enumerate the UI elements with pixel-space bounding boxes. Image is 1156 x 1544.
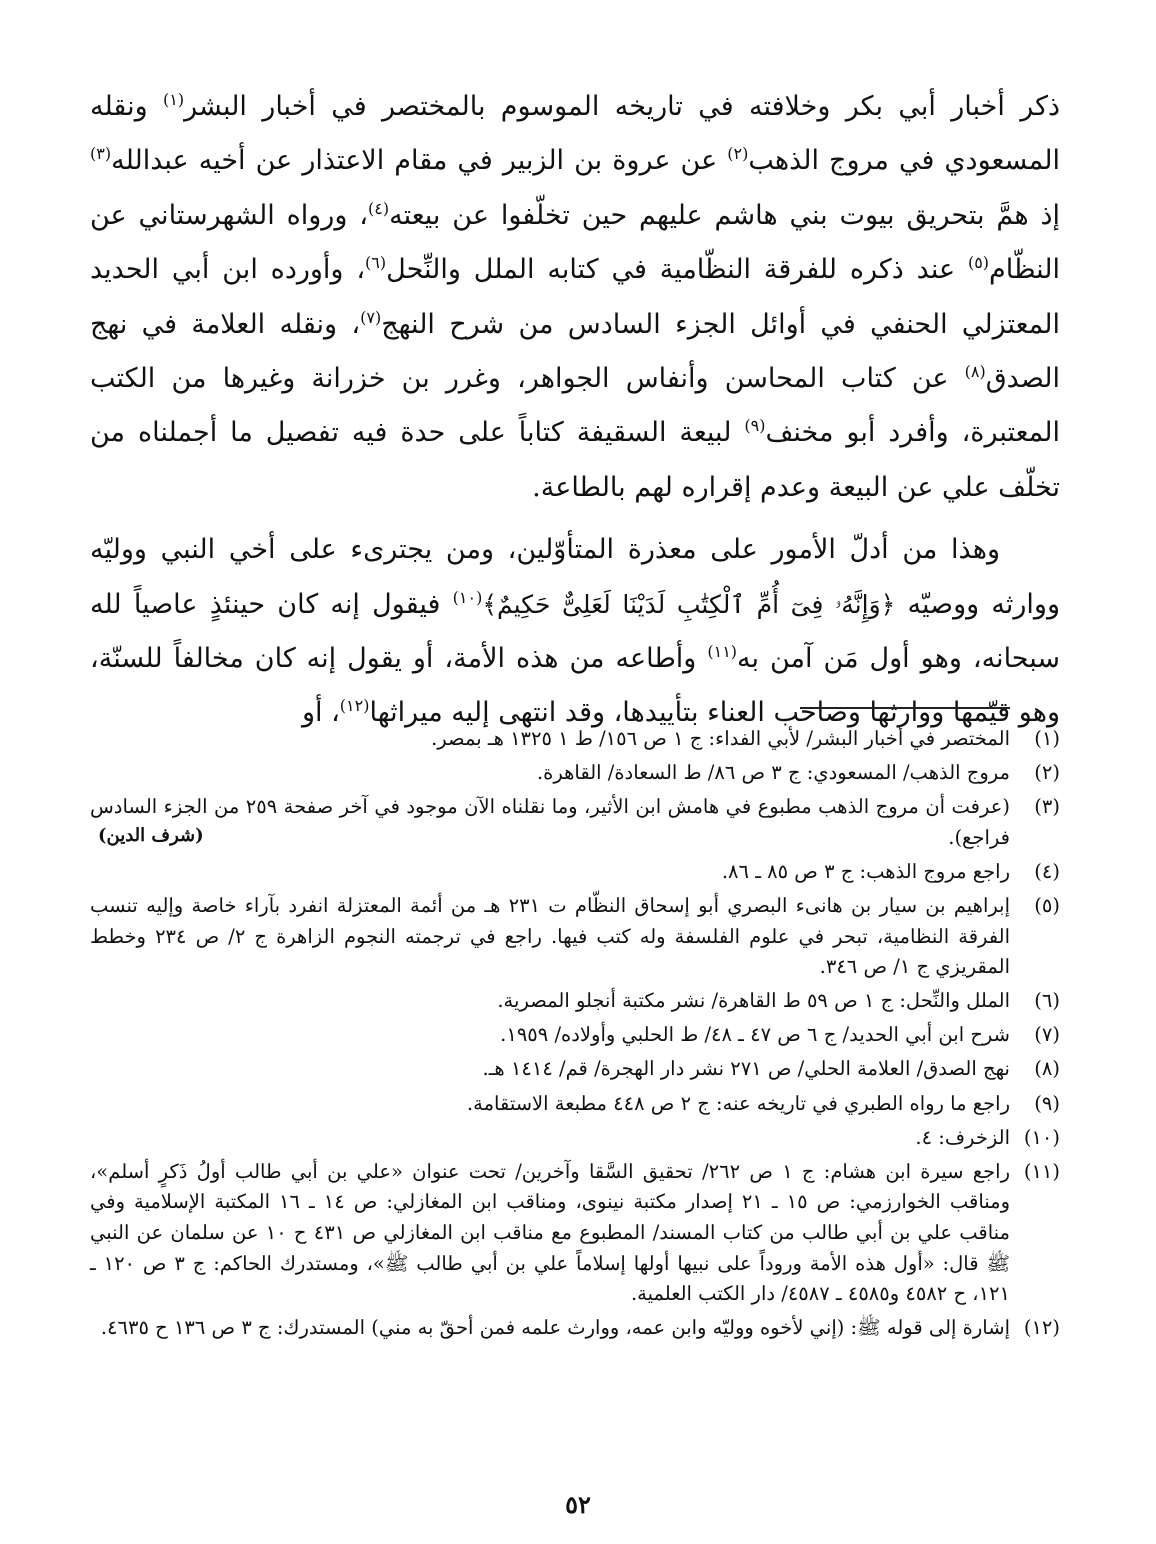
footnote-text: نهج الصدق/ العلامة الحلي/ ص ٢٧١ نشر دار الهجرة/ قم/ ١٤١٤ هـ. — [482, 1057, 1010, 1081]
footnote-marker[interactable]: (٧) — [360, 307, 382, 327]
footnote-8 — [90, 1054, 1060, 1085]
footnote-number: (٥) — [1034, 893, 1060, 917]
footnote-marker[interactable]: (١٠) — [452, 587, 483, 607]
footnote-text: الملل والنِّحل: ج ١ ص ٥٩ ط القاهرة/ نشر مكتبة أنجلو المصرية. — [497, 989, 1010, 1013]
text-run: عن كتاب المحاسن وأنفاس الجواهر، وغرر بن خزرانة وغيرها من الكتب المعتبرة، وأفرد أبو مخنف — [90, 363, 1060, 449]
footnote-marker[interactable]: (٥) — [967, 253, 990, 273]
footnote-marker[interactable]: (١١) — [707, 642, 738, 662]
footnote-marker[interactable]: (٣) — [90, 144, 112, 164]
footnote-marker[interactable]: (٢) — [727, 144, 749, 164]
text-run: فيقول إنه كان حينئذٍ عاصياً لله سبحانه، وهو أول مَن آمن به — [90, 588, 1061, 675]
footnote-number: (١١) — [1023, 1159, 1060, 1183]
page-number: ٥٢ — [565, 1490, 591, 1519]
footnote-3 — [90, 792, 1060, 853]
footnote-marker[interactable]: (٤) — [368, 198, 390, 218]
footnote-number: (١٢) — [1023, 1316, 1060, 1340]
text-run: ، أو — [301, 697, 340, 729]
text-run: ونقله المسعودي في مروج الذهب — [90, 91, 1060, 177]
text-run: ، ورواه الشهرستاني عن النظّام — [90, 199, 1061, 286]
footnote-text: راجع سيرة ابن هشام: ج ١ ص ٢٦٢/ تحقيق السَّقا وآخرين/ تحت عنوان «علي بن أبي طالب أولُ ذَكرٍ أسلم»، ومناقب الخوارزمي: ص ١٥ ـ ٢١ إصدار مكتبة نينوى، ومناقب ابن المغازلي: ص ١٤ ـ ١٦ المكتبة الإسلامية وفي مناقب علي بن أبي طالب من كتاب المسند/ المطبوع مع مناقب ابن المغازلي ص ٤٣١ ح ١٠ عن سلمان عن النبي ﷺ قال: «أول هذه الأمة وروداً على نبيها أولها إسلاماً علي بن أبي طالب ﷺ»، ومستدرك الحاكم: ج ٣ ص ١٢٠ ـ ١٢١، ح ٤٥٨٢ و٤٥٨٥ ـ ٤٥٨٧/ دار الكتب العلمية. — [90, 1159, 1011, 1306]
footnote-divider — [800, 707, 1010, 709]
quran-verse: ﴿وَإِنَّهُۥ فِىٓ أُمِّ ٱلْكِتَٰبِ لَدَيْنَا لَعَلِىٌّ حَكِيمٌ﴾ — [482, 589, 896, 619]
footnote-number: (٨) — [1034, 1057, 1060, 1081]
author-signature: (شرف الدين) — [98, 824, 204, 846]
footnote-number: (٧) — [1034, 1023, 1060, 1047]
footnote-text: إشارة إلى قوله ﷺ: (إني لأخوه ووليّه وابن عمه، ووارث علمه فمن أحقّ به مني) المستدرك: ج ٣ ص ١٣٦ ح ٤٦٣٥. — [100, 1316, 1010, 1340]
footnote-text: المختصر في أخبار البشر/ لأبي الفداء: ج ١ ص ١٥٦/ ط ١ ١٣٢٥ هـ بمصر. — [431, 727, 1010, 750]
footnote-5 — [90, 891, 1060, 983]
footnote-number: (١) — [1034, 727, 1060, 750]
footnote-text: مروج الذهب/ المسعودي: ج ٣ ص ٨٦/ ط السعادة/ القاهرة. — [536, 761, 1010, 785]
footnote-text: إبراهيم بن سيار بن هانىء البصري أبو إسحاق النظّام ت ٢٣١ هـ من أئمة المعتزلة انفرد بآراء خاصة وإليه تنسب الفرقة النظامية، تبحر في علوم الفلسفة وله كتب فيها. راجع في ترجمته النجوم الزاهرة ج ٢/ ص ٢٣٤ وخطط المقريزي ج ١/ ص ٣٤٦. — [90, 893, 1010, 979]
footnote-4 — [90, 857, 1060, 888]
footnote-number: (١٠) — [1023, 1125, 1060, 1149]
footnote-marker[interactable]: (٨) — [964, 362, 986, 382]
footnote-number: (٦) — [1034, 989, 1060, 1013]
footnote-text: راجع ما رواه الطبري في تاريخه عنه: ج ٢ ص ٤٤٨ مطبعة الاستقامة. — [466, 1091, 1010, 1115]
footnotes — [90, 724, 1060, 1347]
text-run: عن عروة بن الزبير في مقام الاعتذار عن أخيه عبدالله — [111, 145, 728, 177]
footnote-number: (٩) — [1034, 1091, 1060, 1115]
footnote-7 — [90, 1020, 1060, 1051]
footnote-marker[interactable]: (١٢) — [339, 696, 370, 716]
text-run: عند ذكره للفرقة النظّامية في كتابه الملل والنِّحل — [386, 254, 968, 286]
footnote-body — [90, 792, 1010, 853]
footnote-9 — [90, 1089, 1060, 1120]
main-text — [90, 80, 1060, 741]
text-run: وهذا من أدلّ الأمور على معذرة المتأوّلين، ومن يجترىء على أخي النبي ووليّه ووارثه ووصيّه — [90, 534, 1060, 620]
footnote-6 — [90, 986, 1060, 1017]
footnote-2 — [90, 758, 1060, 789]
footnote-11 — [90, 1157, 1060, 1310]
footnote-10 — [90, 1123, 1060, 1154]
footnote-marker[interactable]: (٩) — [744, 416, 766, 436]
footnote-text: الزخرف: ٤. — [915, 1125, 1010, 1149]
paragraph-1 — [90, 80, 1060, 515]
text-run: ، ونقله العلامة في نهج الصدق — [90, 308, 1060, 395]
text-run: إذ همَّ بتحريق بيوت بني هاشم عليهم حين تخلّفوا عن بيعته — [389, 199, 1061, 231]
text-run: ذكر أخبار أبي بكر وخلافته في تاريخه الموسوم بالمختصر في أخبار البشر — [184, 91, 1060, 122]
footnote-text: شرح ابن أبي الحديد/ ج ٦ ص ٤٧ ـ ٤٨/ ط الحلبي وأولاده/ ١٩٥٩. — [500, 1023, 1010, 1047]
text-run: وأطاعه من هذه الأمة، أو يقول إنه كان مخالفاً للسنّة، وهو قيّمها ووارثها وصاحب العناء بتأييدها، وقد انتهى إليه ميراثها — [90, 643, 1060, 729]
footnote-number: (٤) — [1034, 859, 1060, 883]
footnote-number: (٣) — [1034, 795, 1060, 819]
footnote-marker[interactable]: (٦) — [365, 253, 387, 273]
footnote-marker[interactable]: (١) — [162, 90, 185, 109]
footnote-12 — [90, 1313, 1060, 1344]
footnote-text: (عرفت أن مروج الذهب مطبوع في هامش ابن الأثير، وما نقلناه الآن موجود في آخر صفحة ٢٥٩ من الجزء السادس فراجع). — [90, 795, 1011, 849]
text-run: لبيعة السقيفة كتاباً على حدة فيه تفصيل ما أجملناه من تخلّف علي عن البيعة وعدم إقراره لهم بالطاعة. — [90, 417, 1060, 503]
text-run: ، وأورده ابن أبي الحديد المعتزلي الحنفي في أوائل الجزء السادس من شرح النهج — [90, 254, 1060, 340]
footnote-1 — [90, 724, 1060, 755]
footnote-number: (٢) — [1034, 761, 1060, 785]
footnote-text: راجع مروج الذهب: ج ٣ ص ٨٥ ـ ٨٦. — [721, 859, 1010, 883]
